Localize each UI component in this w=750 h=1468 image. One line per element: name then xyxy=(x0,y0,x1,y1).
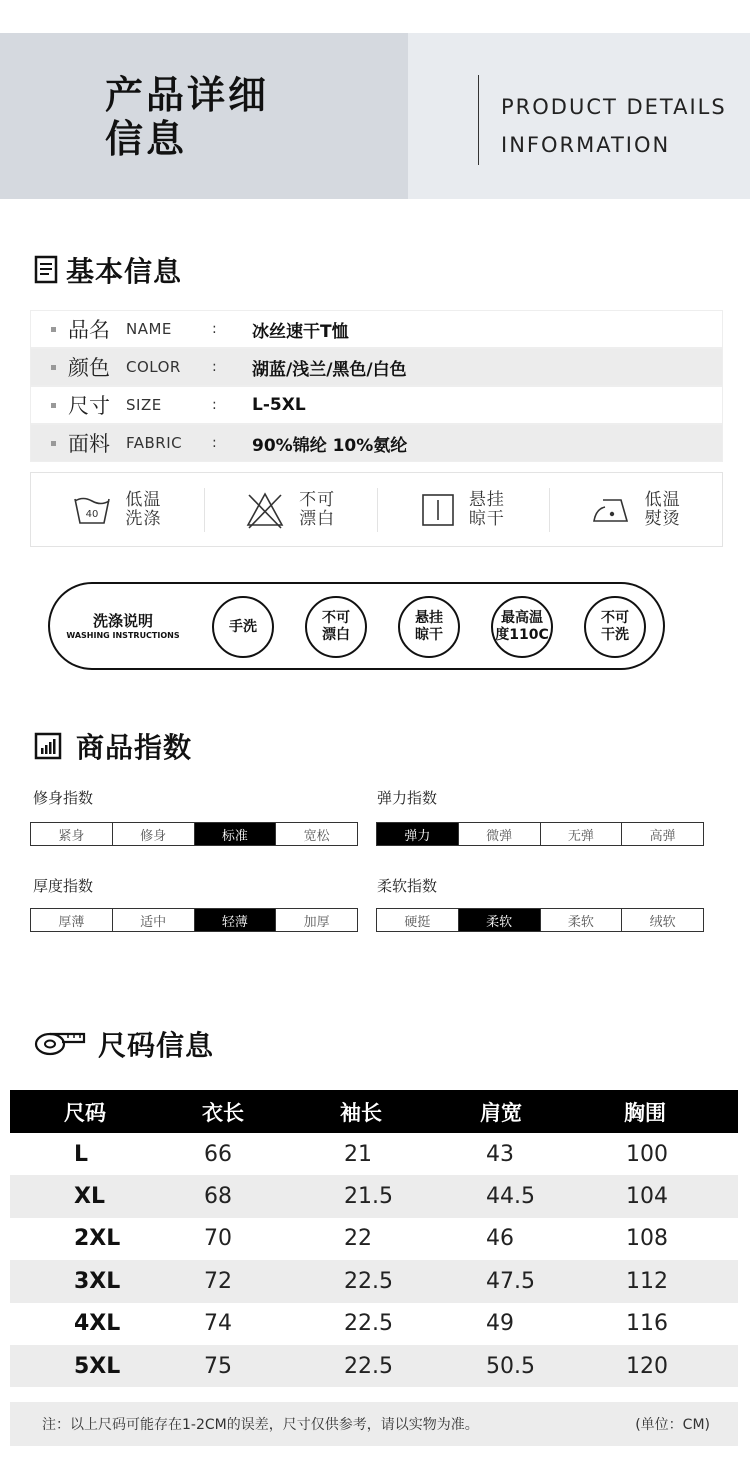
size-note xyxy=(10,1402,738,1446)
info-colon: : xyxy=(212,321,217,337)
cell-chest: 120 xyxy=(626,1353,668,1379)
index-option: 标准 xyxy=(194,823,276,845)
header-left-panel xyxy=(0,33,408,199)
cell-size: 3XL xyxy=(74,1268,121,1294)
section-title: 基本信息 xyxy=(66,255,183,288)
info-label-en: NAME xyxy=(126,320,172,338)
wash-circle-no-dryclean: 不可 干洗 xyxy=(584,596,646,658)
info-label-cn: 颜色 xyxy=(68,356,110,380)
wash-circle-max-temp: 最高温 度110C xyxy=(491,596,553,658)
document-icon xyxy=(34,255,60,285)
index-option: 硬挺 xyxy=(404,914,431,930)
size-table xyxy=(10,1090,738,1387)
info-colon: : xyxy=(212,359,217,375)
table-row xyxy=(10,1175,738,1217)
index-option: 无弹 xyxy=(540,823,622,845)
hang-dry-icon xyxy=(421,493,455,527)
cell-length: 72 xyxy=(204,1268,232,1294)
cell-shoulder: 43 xyxy=(486,1141,514,1167)
page-title-en: PRODUCT DETAILS INFORMATION xyxy=(501,95,727,157)
cell-shoulder: 50.5 xyxy=(486,1353,535,1379)
cell-chest: 116 xyxy=(626,1311,668,1337)
care-label: 悬挂 晾干 xyxy=(468,489,505,529)
info-row-name xyxy=(30,310,723,348)
cell-length: 70 xyxy=(204,1226,232,1252)
washing-title: 洗涤说明 WASHING INSTRUCTIONS xyxy=(66,612,180,640)
index-option: 绒软 xyxy=(621,909,703,931)
care-icons-box xyxy=(30,472,723,547)
page-header xyxy=(0,33,750,199)
index-option: 加厚 xyxy=(275,909,357,931)
bullet xyxy=(51,403,56,408)
col-header: 尺码 xyxy=(64,1100,106,1125)
table-row xyxy=(10,1345,738,1387)
index-option: 厚薄 xyxy=(58,914,85,930)
info-label-cn: 面料 xyxy=(68,432,110,456)
info-label-en: SIZE xyxy=(126,396,162,414)
section-title: 商品指数 xyxy=(76,731,193,764)
cell-chest: 112 xyxy=(626,1268,668,1294)
washing-instructions xyxy=(48,582,665,670)
note-text: 注：以上尺码可能存在1-2CM的误差，尺寸仅供参考，请以实物为准。 xyxy=(42,1417,479,1433)
cell-length: 74 xyxy=(204,1311,232,1337)
info-value: 90%锦纶 10%氨纶 xyxy=(252,435,408,456)
index-scale-softness xyxy=(376,908,704,932)
cell-shoulder: 49 xyxy=(486,1311,514,1337)
info-colon: : xyxy=(212,397,217,413)
care-item-hang-dry xyxy=(377,488,550,532)
cell-size: 4XL xyxy=(74,1311,121,1337)
cell-shoulder: 44.5 xyxy=(486,1184,535,1210)
index-label-thickness: 厚度指数 xyxy=(33,877,94,895)
size-table-header xyxy=(10,1090,738,1133)
cell-shoulder: 46 xyxy=(486,1226,514,1252)
cell-sleeve: 21 xyxy=(344,1141,372,1167)
care-item-low-iron xyxy=(549,488,722,532)
index-option: 适中 xyxy=(112,909,194,931)
care-item-low-wash xyxy=(31,488,204,532)
index-option: 柔软 xyxy=(458,909,540,931)
bar-chart-icon xyxy=(34,732,62,760)
care-label: 不可 漂白 xyxy=(299,489,336,529)
care-item-no-bleach xyxy=(204,488,377,532)
col-header: 肩宽 xyxy=(480,1100,522,1125)
index-option: 高弹 xyxy=(621,823,703,845)
page-title-cn: 产品详细 信息 xyxy=(105,73,270,161)
bullet xyxy=(51,327,56,332)
col-header: 衣长 xyxy=(202,1100,244,1125)
cell-size: XL xyxy=(74,1184,105,1210)
care-label: 低温 熨烫 xyxy=(644,489,681,529)
no-bleach-icon xyxy=(245,491,285,529)
basic-info-heading xyxy=(34,250,182,290)
cell-chest: 100 xyxy=(626,1141,668,1167)
bullet xyxy=(51,441,56,446)
wash-40-icon xyxy=(73,493,111,527)
cell-sleeve: 22 xyxy=(344,1226,372,1252)
index-label-elasticity: 弹力指数 xyxy=(377,789,438,807)
table-row xyxy=(10,1218,738,1260)
info-label-cn: 尺寸 xyxy=(68,394,110,418)
cell-shoulder: 47.5 xyxy=(486,1268,535,1294)
cell-sleeve: 21.5 xyxy=(344,1184,393,1210)
cell-length: 68 xyxy=(204,1184,232,1210)
table-row xyxy=(10,1133,738,1175)
table-row xyxy=(10,1260,738,1302)
index-scale-fit xyxy=(30,822,358,846)
wash-circle-hang-dry: 悬挂 晾干 xyxy=(398,596,460,658)
header-divider xyxy=(478,75,479,165)
info-value: 冰丝速干T恤 xyxy=(252,321,349,342)
col-header: 胸围 xyxy=(624,1100,666,1125)
info-label-en: FABRIC xyxy=(126,434,183,452)
basic-info-table xyxy=(30,310,723,462)
cell-length: 75 xyxy=(204,1353,232,1379)
product-index-heading xyxy=(34,726,192,766)
index-option: 宽松 xyxy=(275,823,357,845)
cell-size: L xyxy=(74,1141,89,1167)
info-colon: : xyxy=(212,435,217,451)
svg-text:40: 40 xyxy=(86,508,99,520)
index-scale-thickness xyxy=(30,908,358,932)
cell-chest: 108 xyxy=(626,1226,668,1252)
wash-circle-no-bleach: 不可 漂白 xyxy=(305,596,367,658)
info-value: 湖蓝/浅兰/黑色/白色 xyxy=(252,359,407,380)
col-header: 袖长 xyxy=(340,1100,382,1125)
info-value: L-5XL xyxy=(252,395,306,415)
cell-size: 2XL xyxy=(74,1226,121,1252)
info-label-en: COLOR xyxy=(126,358,181,376)
cell-sleeve: 22.5 xyxy=(344,1353,393,1379)
index-label-softness: 柔软指数 xyxy=(377,877,438,895)
index-option: 弹力 xyxy=(377,823,458,845)
cell-size: 5XL xyxy=(74,1353,121,1379)
low-iron-icon xyxy=(591,495,631,525)
info-row-color xyxy=(30,348,723,386)
index-option: 轻薄 xyxy=(194,909,276,931)
index-label-fit: 修身指数 xyxy=(33,789,94,807)
info-row-fabric xyxy=(30,424,723,462)
unit-text: (单位：CM) xyxy=(635,1417,710,1433)
index-option: 紧身 xyxy=(58,828,85,844)
cell-chest: 104 xyxy=(626,1184,668,1210)
cell-sleeve: 22.5 xyxy=(344,1311,393,1337)
section-title: 尺码信息 xyxy=(98,1029,215,1062)
tape-measure-icon xyxy=(34,1029,88,1059)
index-option: 修身 xyxy=(112,823,194,845)
info-label-cn: 品名 xyxy=(68,318,110,342)
index-scale-elasticity xyxy=(376,822,704,846)
cell-sleeve: 22.5 xyxy=(344,1268,393,1294)
bullet xyxy=(51,365,56,370)
index-option: 柔软 xyxy=(540,909,622,931)
table-row xyxy=(10,1303,738,1345)
size-info-heading xyxy=(34,1024,214,1064)
wash-circle-hand-wash: 手洗 xyxy=(212,596,274,658)
index-option: 微弹 xyxy=(458,823,540,845)
cell-length: 66 xyxy=(204,1141,232,1167)
info-row-size xyxy=(30,386,723,424)
care-label: 低温 洗涤 xyxy=(125,489,162,529)
